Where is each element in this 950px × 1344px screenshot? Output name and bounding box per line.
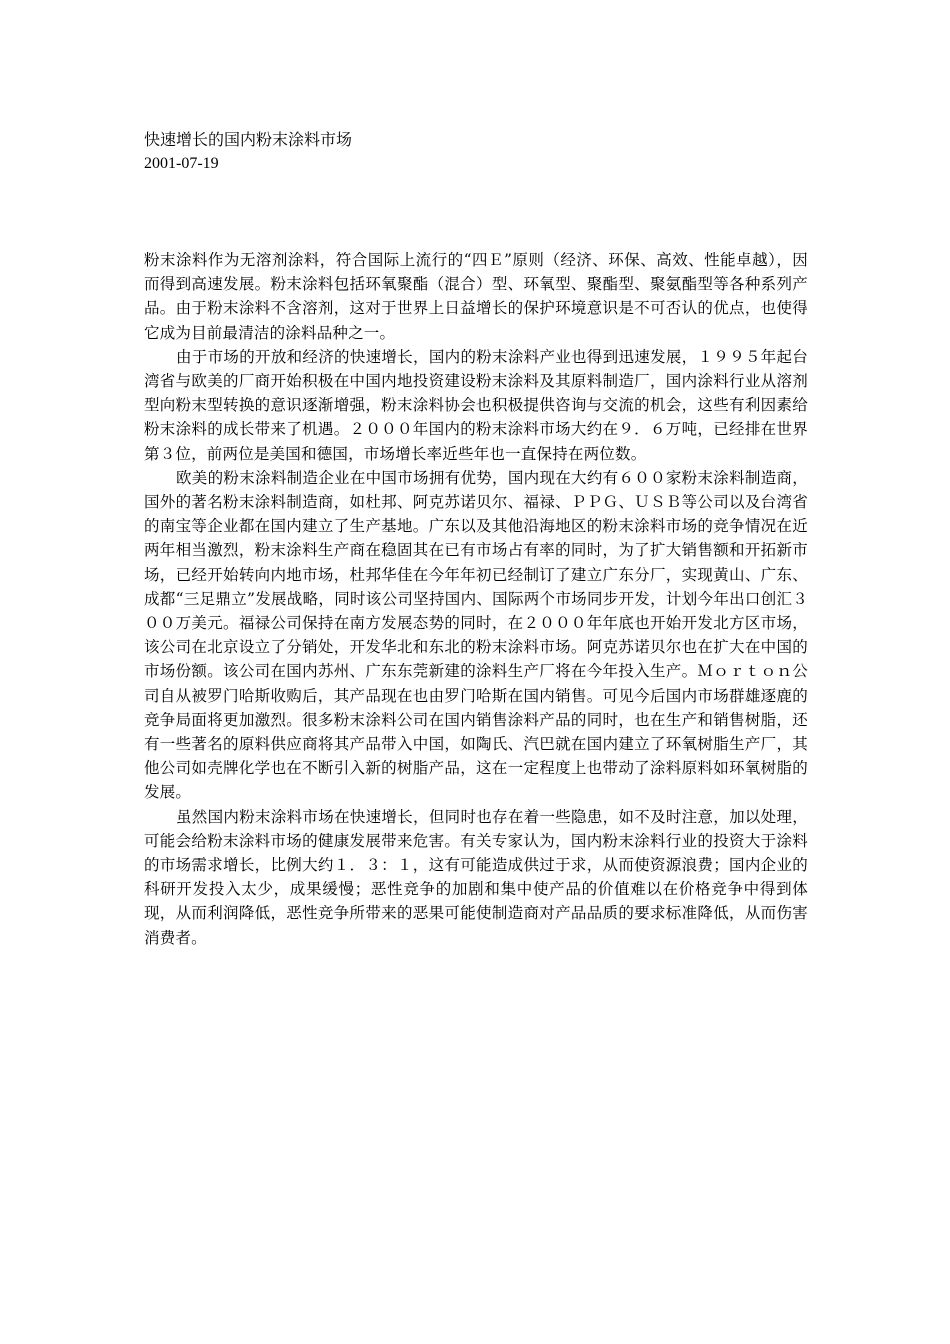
document-header xyxy=(144,128,804,176)
paragraph-market-growth: 由于市场的开放和经济的快速增长，国内的粉末涂料产业也得到迅速发展，１９９５年起台湾省与欧美的厂商开始积极在中国内地投资建设粉末涂料及其原料制造厂，国内涂料行业从溶剂型向粉末型转换的意识逐渐增强，粉末涂料协会也积极提供咨询与交流的机会，这些有利因素给粉末涂料的成长带来了机遇。２０００年国内的粉末涂料市场大约在９．６万吨，已经排在世界第３位，前两位是美国和德国，市场增长率近些年也一直保持在两位数。 xyxy=(144,347,808,463)
page-title: 快速增长的国内粉末涂料市场 xyxy=(144,130,353,149)
publish-date: 2001-07-19 xyxy=(144,155,219,172)
article-body xyxy=(144,248,808,950)
paragraph-risks: 虽然国内粉末涂料市场在快速增长，但同时也存在着一些隐患，如不及时注意，加以处理，可能会给粉末涂料市场的健康发展带来危害。有关专家认为，国内粉末涂料行业的投资大于涂料的市场需求增长，比例大约１．３：１，这有可能造成供过于求，从而使资源浪费；国内企业的科研开发投入太少，成果缓慢；恶性竞争的加剧和集中使产品的价值难以在价格竞争中得到体现，从而利润降低，恶性竞争所带来的恶果可能使制造商对产品品质的要求标准降低，从而伤害消费者。 xyxy=(144,807,808,947)
paragraph-intro: 粉末涂料作为无溶剂涂料，符合国际上流行的“四Ｅ”原则（经济、环保、高效、性能卓越），因而得到高速发展。粉末涂料包括环氧聚酯（混合）型、环氧型、聚酯型、聚氨酯型等各种系列产品。由于粉末涂料不含溶剂，这对于世界上日益增长的保护环境意识是不可否认的优点，也使得它成为目前最清洁的涂料品种之一。 xyxy=(144,251,808,342)
paragraph-competition: 欧美的粉末涂料制造企业在中国市场拥有优势，国内现在大约有６００家粉末涂料制造商，国外的著名粉末涂料制造商，如杜邦、阿克苏诺贝尔、福禄、ＰＰＧ、ＵＳＢ等公司以及台湾省的南宝等企业都在国内建立了生产基地。广东以及其他沿海地区的粉末涂料市场的竞争情况在近两年相当激烈，粉末涂料生产商在稳固其在已有市场占有率的同时，为了扩大销售额和开拓新市场，已经开始转向内地市场，杜邦华佳在今年年初已经制订了建立广东分厂，实现黄山、广东、成都“三足鼎立”发展战略，同时该公司坚持国内、国际两个市场同步开发，计划今年出口创汇３００万美元。福禄公司保持在南方发展态势的同时，在２０００年年底也开始开发北方区市场，该公司在北京设立了分销处，开发华北和东北的粉末涂料市场。阿克苏诺贝尔也在扩大在中国的市场份额。该公司在国内苏州、广东东莞新建的涂料生产厂将在今年投入生产。Ｍｏｒｔｏｎ公司自从被罗门哈斯收购后，其产品现在也由罗门哈斯在国内销售。可见今后国内市场群雄逐鹿的竞争局面将更加激烈。很多粉末涂料公司在国内销售涂料产品的同时，也在生产和销售树脂，还有一些著名的原料供应商将其产品带入中国，如陶氏、汽巴就在国内建立了环氧树脂生产厂，其他公司如壳牌化学也在不断引入新的树脂产品，这在一定程度上也带动了涂料原料如环氧树脂的发展。 xyxy=(144,468,808,802)
